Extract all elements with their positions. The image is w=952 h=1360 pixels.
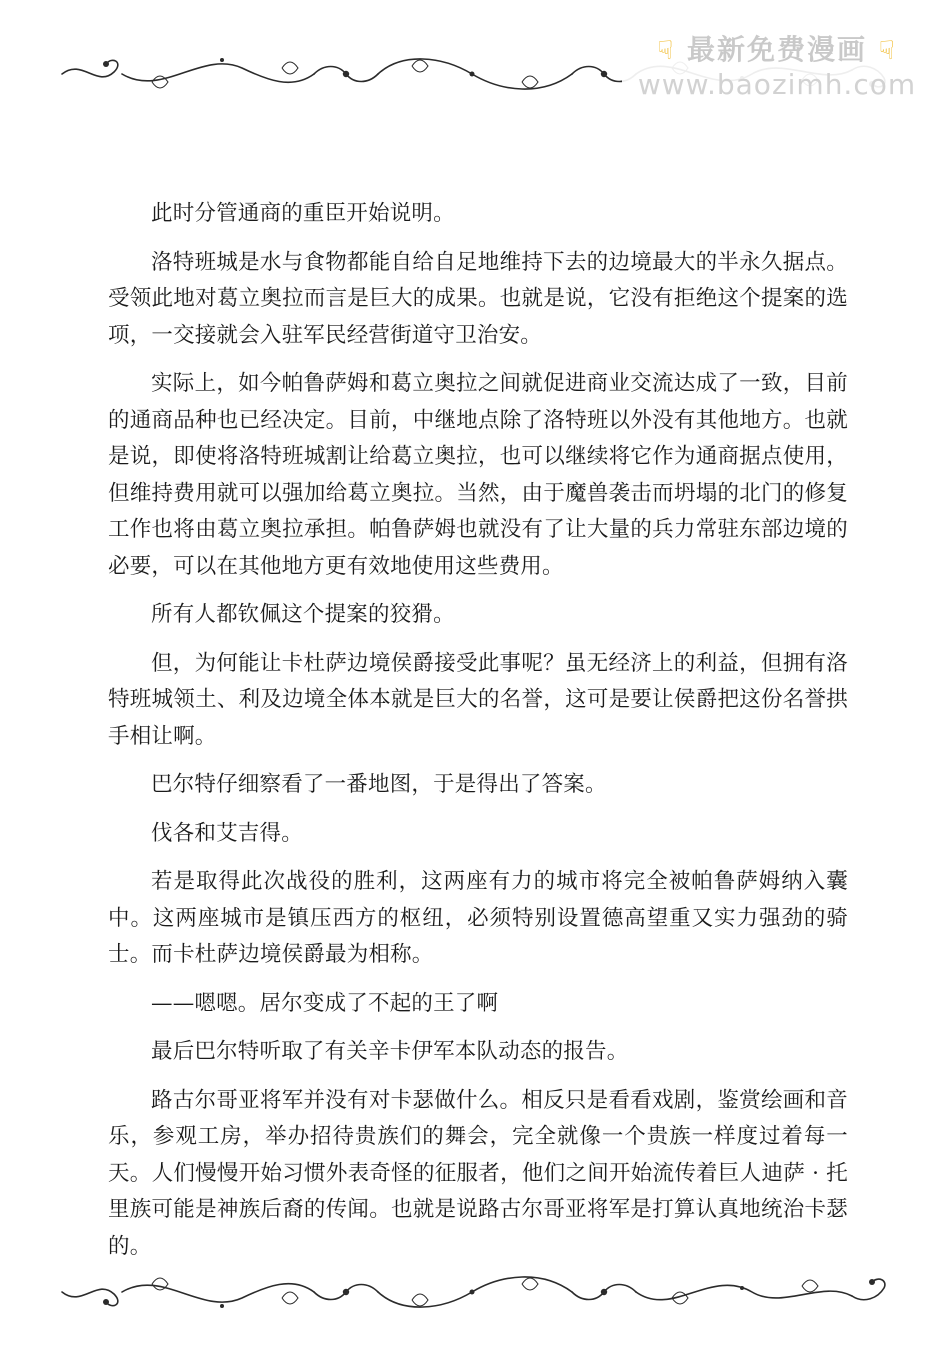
- bottom-ornament-border: [52, 1258, 900, 1328]
- paragraph-10: 最后巴尔特听取了有关辛卡伊军本队动态的报告。: [151, 1039, 629, 1064]
- paragraph-5: 但，为何能让卡杜萨边境侯爵接受此事呢？虽无经济上的利益，但拥有洛特班城领土、利及边境全体本就是巨大的名誉，这可是要让侯爵把这份名誉拱手相让啊。: [108, 650, 848, 749]
- page-body: [108, 196, 848, 1277]
- pointing-down-hand-icon: ☟: [657, 36, 676, 66]
- watermark-title-row: [622, 28, 932, 68]
- watermark-badge: [622, 22, 932, 106]
- watermark-title: 最新免费漫画: [686, 33, 867, 66]
- paragraph-11: 路古尔哥亚将军并没有对卡瑟做什么。相反只是看看戏剧，鉴赏绘画和音乐，参观工房，举办招待贵族们的舞会，完全就像一个贵族一样度过着每一天。人们慢慢开始习惯外表奇怪的征服者，他们之间开始流传着巨人迪萨 · 托里族可能是神族后裔的传闻。也就是说路古尔哥亚将军是打算认真地统治卡瑟的。: [108, 1087, 848, 1259]
- paragraph-2: 洛特班城是水与食物都能自给自足地维持下去的边境最大的半永久据点。受领此地对葛立奥拉而言是巨大的成果。也就是说，它没有拒绝这个提案的选项，一交接就会入驻军民经营街道守卫治安。: [108, 249, 848, 348]
- paragraph-9: ——嗯嗯。居尔变成了不起的王了啊: [151, 990, 499, 1016]
- paragraph-4: 所有人都钦佩这个提案的狡猾。: [151, 602, 455, 627]
- paragraph-1: 此时分管通商的重臣开始说明。: [151, 201, 455, 226]
- watermark-url: www.baozimh.com: [637, 68, 917, 101]
- pointing-down-hand-icon: ☟: [878, 36, 897, 66]
- paragraph-8: 若是取得此次战役的胜利，这两座有力的城市将完全被帕鲁萨姆纳入囊中。这两座城市是镇压西方的枢纽，必须特别设置德高望重又实力强劲的骑士。而卡杜萨边境侯爵最为相称。: [108, 869, 848, 967]
- paragraph-6: 巴尔特仔细察看了一番地图，于是得出了答案。: [151, 772, 607, 797]
- paragraph-7: 伐各和艾吉得。: [151, 820, 303, 846]
- paragraph-3: 实际上，如今帕鲁萨姆和葛立奥拉之间就促进商业交流达成了一致，目前的通商品种也已经决定。目前，中继地点除了洛特班以外没有其他地方。也就是说，即使将洛特班城割让给葛立奥拉，也可以继续将它作为通商据点使用，但维持费用就可以强加给葛立奥拉。当然，由于魔兽袭击而坍塌的北门的修复工作也将由葛立奥拉承担。帕鲁萨姆也就没有了让大量的兵力常驻东部边境的必要，可以在其他地方更有效地使用这些费用。: [108, 371, 848, 579]
